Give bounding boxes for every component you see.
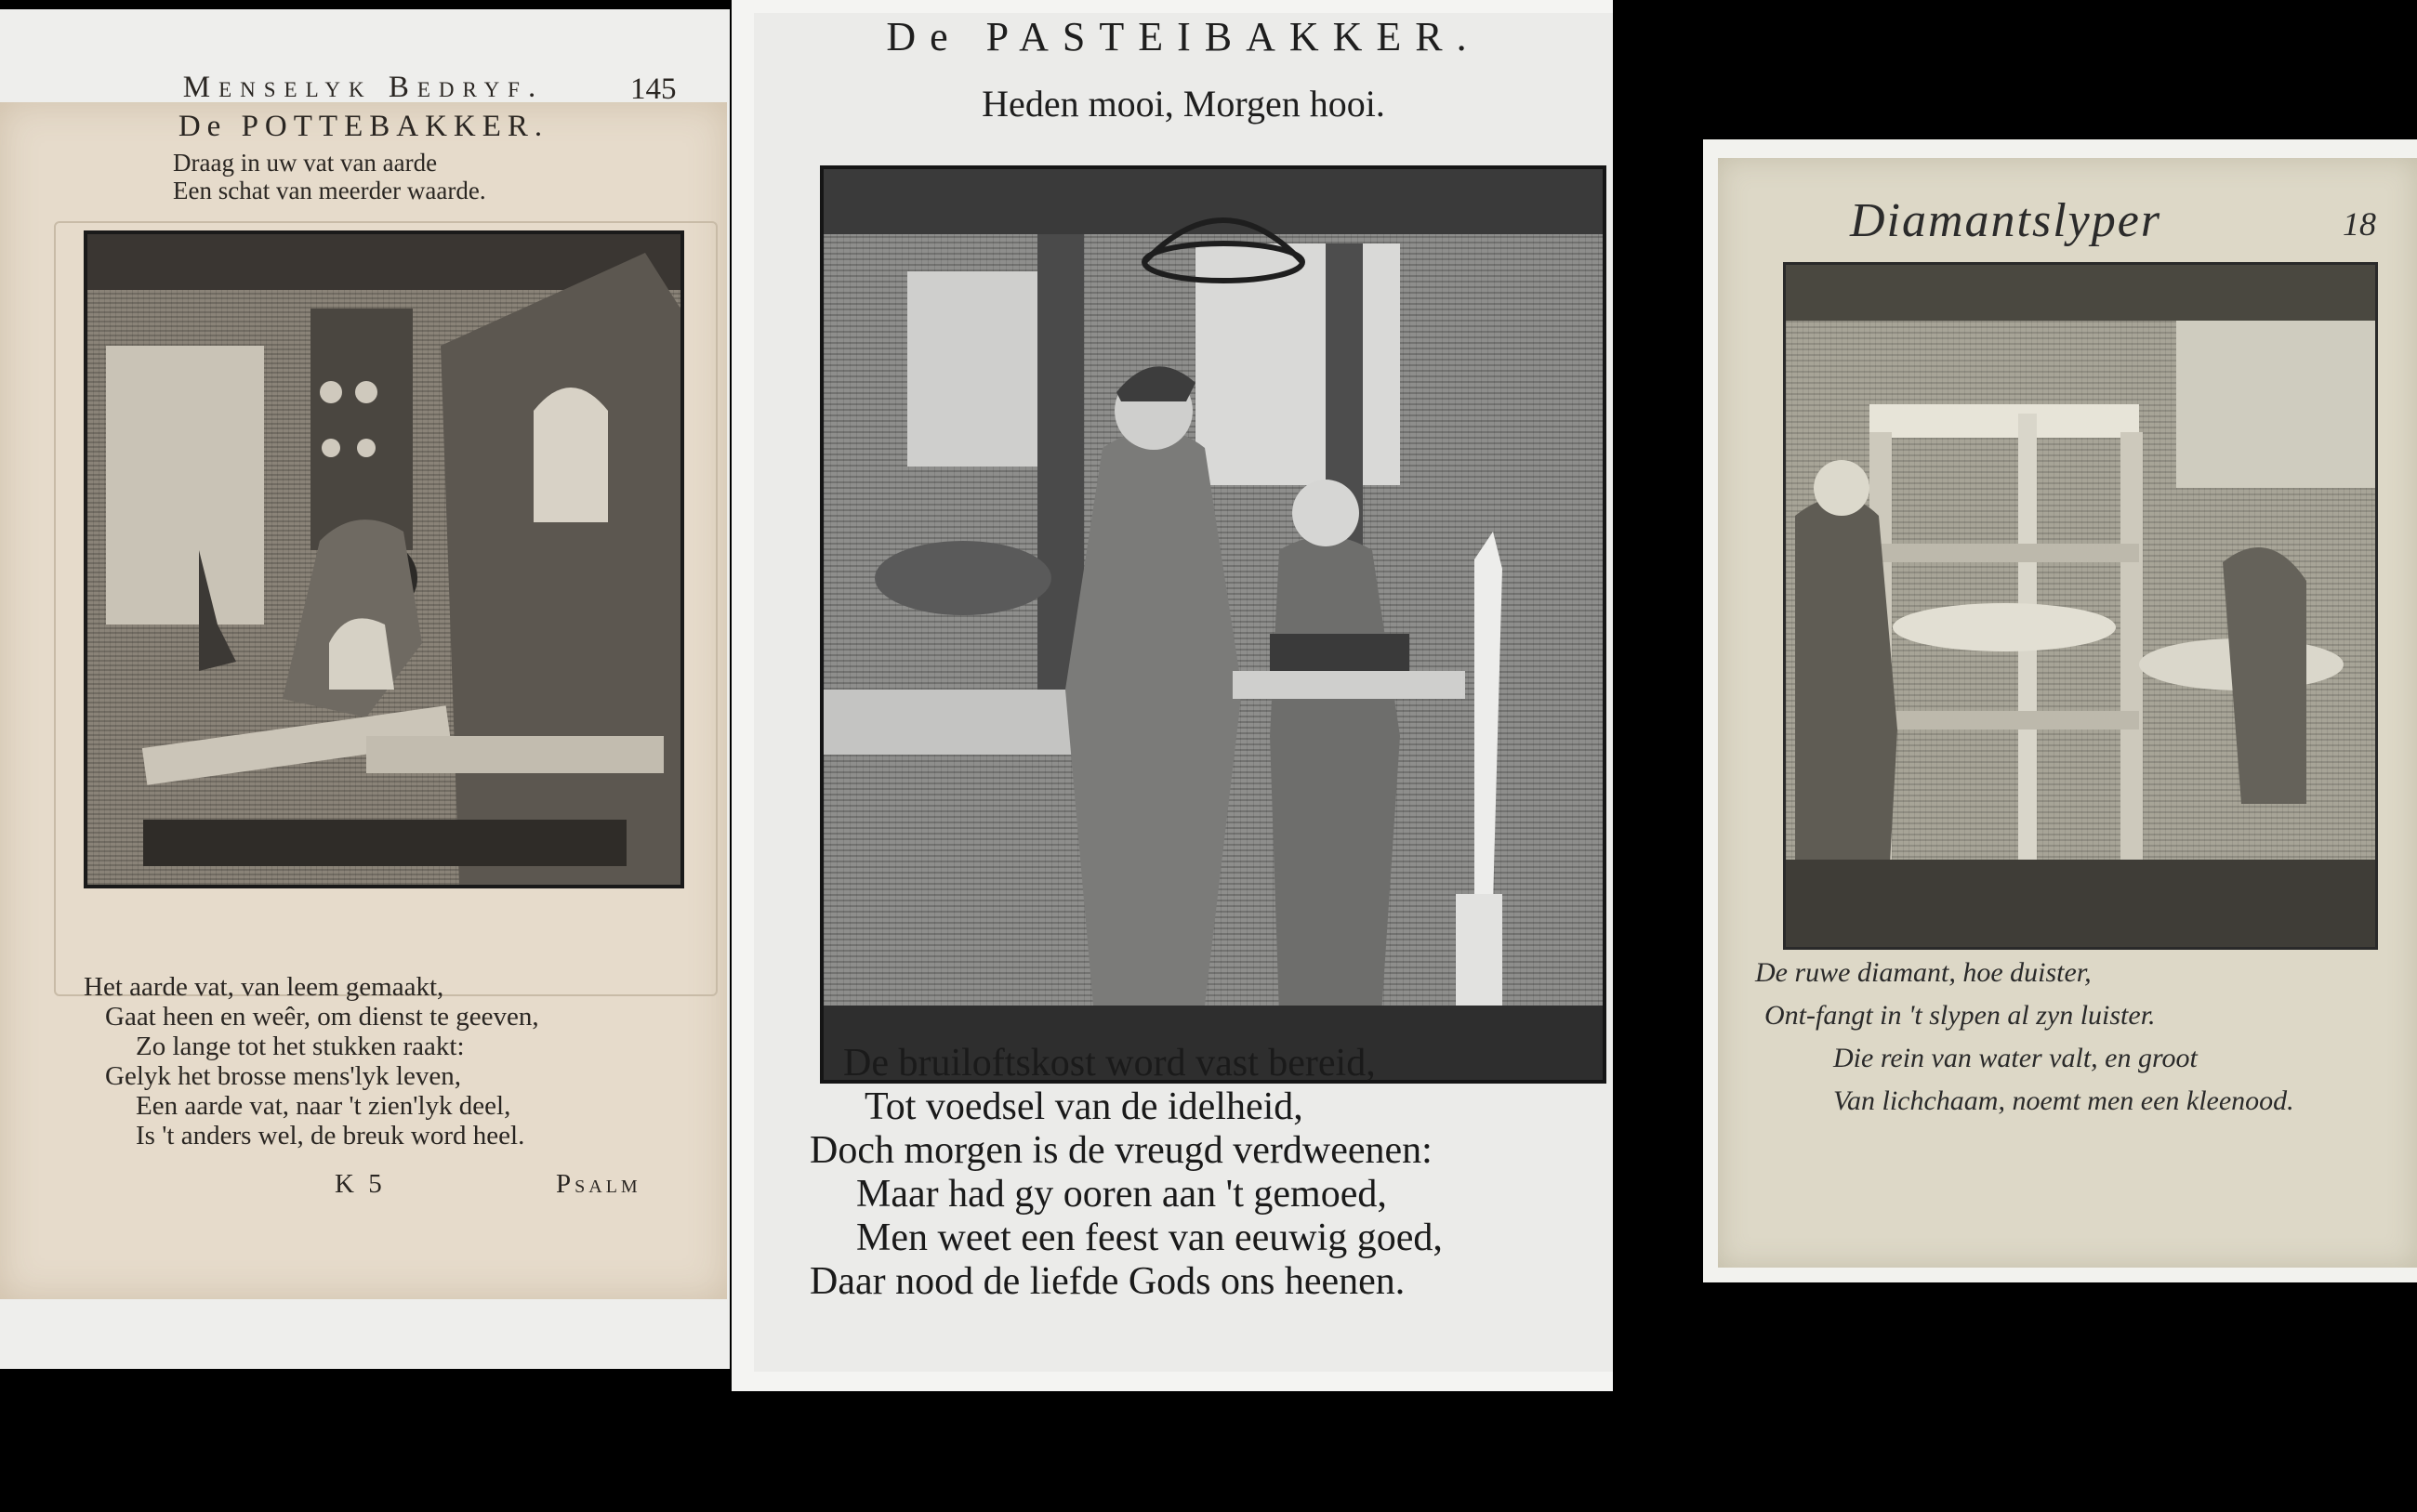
verse-line: Doch morgen is de vreugd verdweenen:: [810, 1129, 1433, 1172]
running-head: Menselyk Bedryf.: [182, 71, 545, 104]
verse-line: Men weet een feest van eeuwig goed,: [856, 1216, 1443, 1259]
diamond-scene: [1786, 265, 2375, 947]
verse-line: Maar had gy ooren aan 't gemoed,: [856, 1173, 1387, 1216]
pottebakker-photo: [0, 9, 730, 1369]
verse-line: Van lichchaam, noemt men een kleenood.: [1833, 1085, 2294, 1116]
page-number: 18: [2343, 205, 2376, 243]
diamantslyper-photo: [1636, 19, 2417, 1375]
verse-line: Die rein van water valt, en groot: [1833, 1043, 2198, 1073]
motto-line: Draag in uw vat van aarde: [173, 149, 438, 177]
catchword: Psalm: [556, 1169, 641, 1199]
verse-line: Een aarde vat, naar 't zien'lyk deel,: [136, 1091, 511, 1121]
verse-line: Het aarde vat, van leem gemaakt,: [84, 972, 444, 1002]
verse-line: Daar nood de liefde Gods ons heenen.: [810, 1260, 1406, 1303]
page-number: 145: [630, 72, 677, 106]
engraving-potter: [84, 230, 684, 888]
page-title: De POTTEBAKKER.: [178, 110, 549, 143]
page-title: De PASTEIBAKKER.: [886, 14, 1481, 59]
signature-mark: K 5: [335, 1169, 386, 1199]
engraving-diamond-cutter: [1783, 262, 2378, 950]
engraving-pastry-baker: [820, 165, 1606, 1084]
motto-line: Een schat van meerder waarde.: [173, 177, 486, 204]
motto: Heden mooi, Morgen hooi.: [982, 83, 1385, 125]
verse-line: Gelyk het brosse mens'lyk leven,: [105, 1061, 461, 1091]
verse-line: Gaat heen en weêr, om dienst te geeven,: [105, 1002, 539, 1032]
verse-line: Tot voedsel van de idelheid,: [865, 1085, 1303, 1128]
pasteibakker-photo: [732, 0, 1613, 1391]
pastry-scene: [824, 169, 1603, 1080]
verse-line: De ruwe diamant, hoe duister,: [1755, 957, 2092, 988]
verse-line: Zo lange tot het stukken raakt:: [136, 1032, 465, 1061]
verse-line: Is 't anders wel, de breuk word heel.: [136, 1121, 525, 1150]
verse-line: De bruiloftskost word vast bereid,: [843, 1042, 1376, 1085]
page-title: Diamantslyper: [1850, 194, 2162, 247]
verse-line: Ont-fangt in 't slypen al zyn luister.: [1764, 1000, 2156, 1031]
potter-scene: [87, 234, 680, 885]
